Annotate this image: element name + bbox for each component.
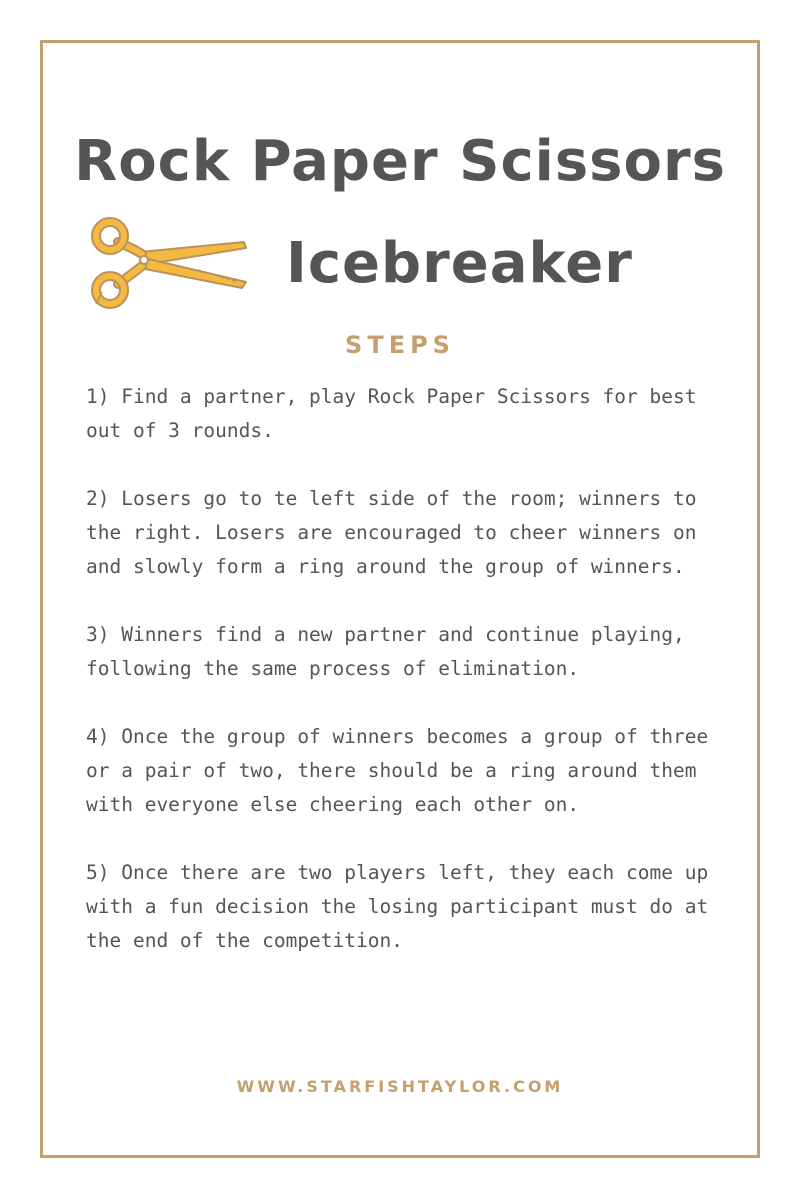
step-item: 3) Winners find a new partner and continue playing, following the same process of elimination. (86, 623, 685, 680)
footer-website: WWW.STARFISHTAYLOR.COM (236, 1077, 564, 1096)
step-item: 5) Once there are two players left, they each come up with a fun decision the losing participant must do at the end of the competition. (86, 861, 709, 952)
step-item: 2) Losers go to te left side of the room; winners to the right. Losers are encouraged to cheer winners on and slowly form a ring around the group of winners. (86, 487, 697, 578)
title-line-2: Icebreaker (286, 231, 633, 296)
steps-heading: STEPS (345, 331, 455, 359)
scissors-icon (88, 212, 248, 312)
step-item: 1) Find a partner, play Rock Paper Scissors for best out of 3 rounds. (86, 385, 697, 442)
title-line-1: Rock Paper Scissors (74, 129, 726, 194)
step-item: 4) Once the group of winners becomes a group of three or a pair of two, there should be a ring around them with everyone else cheering each other on. (86, 725, 709, 816)
steps-list (86, 380, 726, 992)
